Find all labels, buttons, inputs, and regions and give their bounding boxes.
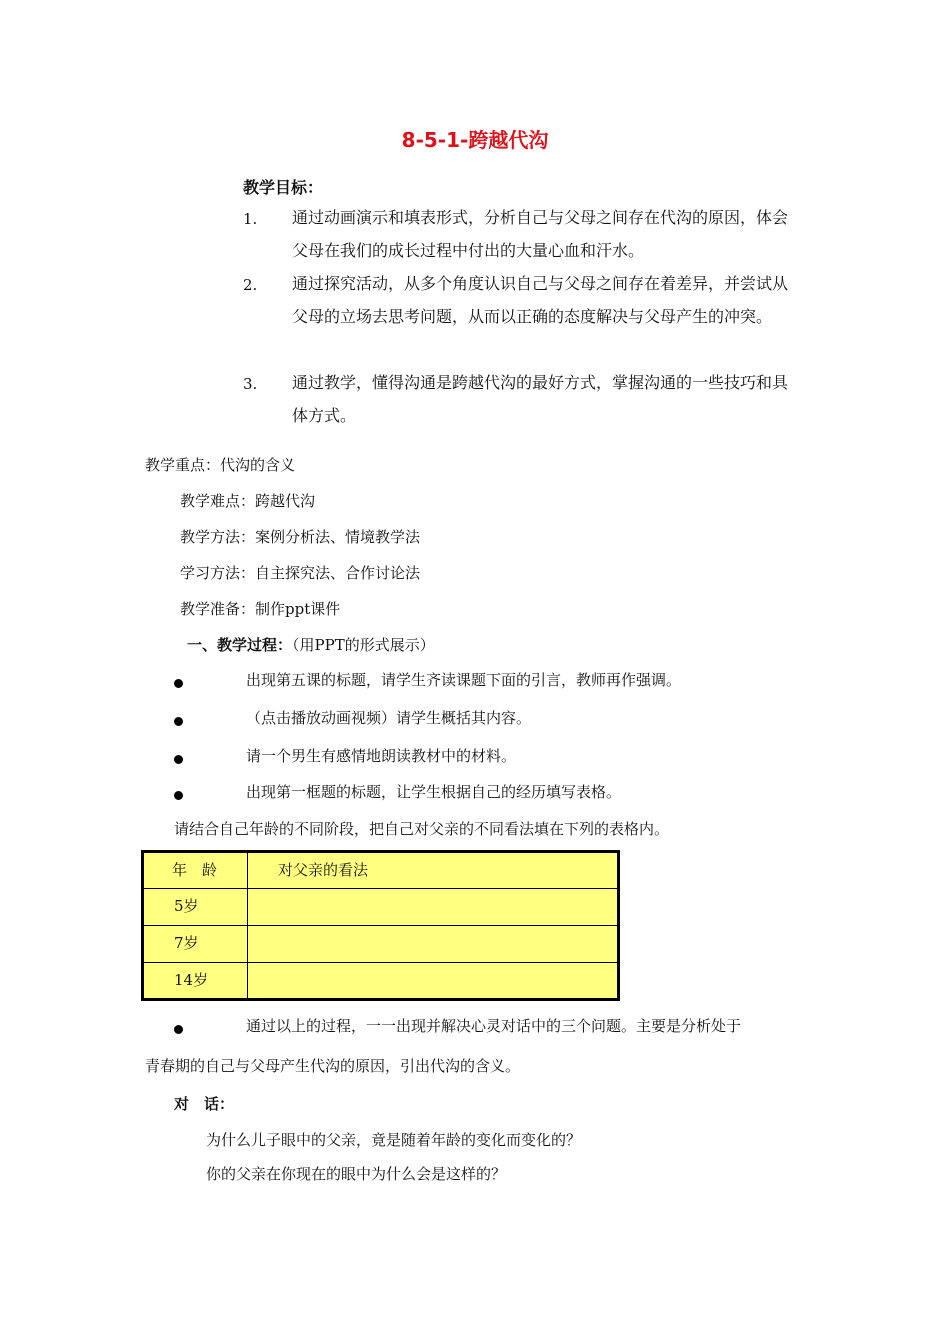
table-cell-opinion — [248, 926, 619, 963]
key-point: 教学重点：代沟的含义 — [145, 456, 296, 474]
process-note: （用PPT的形式展示） — [292, 636, 435, 654]
table-header-cell: 对父亲的看法 — [248, 852, 619, 889]
table-row — [143, 889, 619, 926]
process-heading — [187, 634, 435, 655]
goals-heading: 教学目标： — [243, 178, 324, 197]
dialogue-question: 为什么儿子眼中的父亲，竟是随着年龄的变化而变化的？ — [206, 1131, 582, 1149]
bullet-icon — [174, 1019, 183, 1038]
table-intro: 请结合自己年龄的不同阶段，把自己对父亲的不同看法填在下列的表格内。 — [174, 820, 670, 838]
bullet-icon — [174, 673, 183, 692]
bullet-icon — [174, 785, 183, 804]
table-row — [143, 963, 619, 1000]
document-title: 8-5-1-跨越代沟 — [401, 128, 549, 152]
difficulty: 教学难点：跨越代沟 — [180, 492, 316, 510]
goal-text: 通过探究活动，从多个角度认识自己与父母之间存在着差异，并尝试从父母的立场去思考问题，从而以正确的态度解决与父母产生的冲突。 — [292, 274, 789, 326]
bullet-text: 出现第五课的标题，请学生齐读课题下面的引言，教师再作强调。 — [246, 671, 682, 689]
bullet-text: （点击播放动画视频）请学生概括其内容。 — [246, 709, 532, 727]
goal-text: 通过教学，懂得沟通是跨越代沟的最好方式，掌握沟通的一些技巧和具体方式。 — [292, 373, 789, 425]
bullet-icon — [174, 711, 183, 730]
age-opinion-table — [141, 850, 620, 1001]
goal-number: 1. — [243, 210, 258, 228]
bullet-icon — [174, 749, 183, 768]
dialogue-question: 你的父亲在你现在的眼中为什么会是这样的？ — [206, 1165, 507, 1183]
bullet-text: 通过以上的过程，一一出现并解决心灵对话中的三个问题。主要是分析处于 — [246, 1017, 742, 1035]
table-header-cell: 年 龄 — [143, 852, 248, 889]
table-cell-opinion — [248, 889, 619, 926]
process-label: 一、教学过程： — [187, 636, 293, 654]
learning-method: 学习方法：自主探究法、合作讨论法 — [180, 564, 421, 582]
bullet-text: 出现第一框题的标题，让学生根据自己的经历填写表格。 — [246, 783, 622, 801]
table-cell-age: 7岁 — [143, 926, 248, 963]
teaching-method: 教学方法：案例分析法、情境教学法 — [180, 528, 421, 546]
bullet-text-continued: 青春期的自己与父母产生代沟的原因，引出代沟的含义。 — [145, 1057, 521, 1075]
bullet-text: 请一个男生有感情地朗读教材中的材料。 — [246, 747, 517, 765]
preparation: 教学准备：制作ppt课件 — [180, 600, 341, 618]
table-cell-opinion — [248, 963, 619, 1000]
goal-number: 3. — [243, 375, 258, 393]
table-row — [143, 926, 619, 963]
dialogue-heading: 对 话： — [174, 1095, 235, 1113]
table-cell-age: 5岁 — [143, 889, 248, 926]
table-header-row — [143, 852, 619, 889]
goal-text: 通过动画演示和填表形式，分析自己与父母之间存在代沟的原因，体会父母在我们的成长过程中付出的大量心血和汗水。 — [292, 208, 789, 260]
table-cell-age: 14岁 — [143, 963, 248, 1000]
goal-number: 2. — [243, 276, 258, 294]
